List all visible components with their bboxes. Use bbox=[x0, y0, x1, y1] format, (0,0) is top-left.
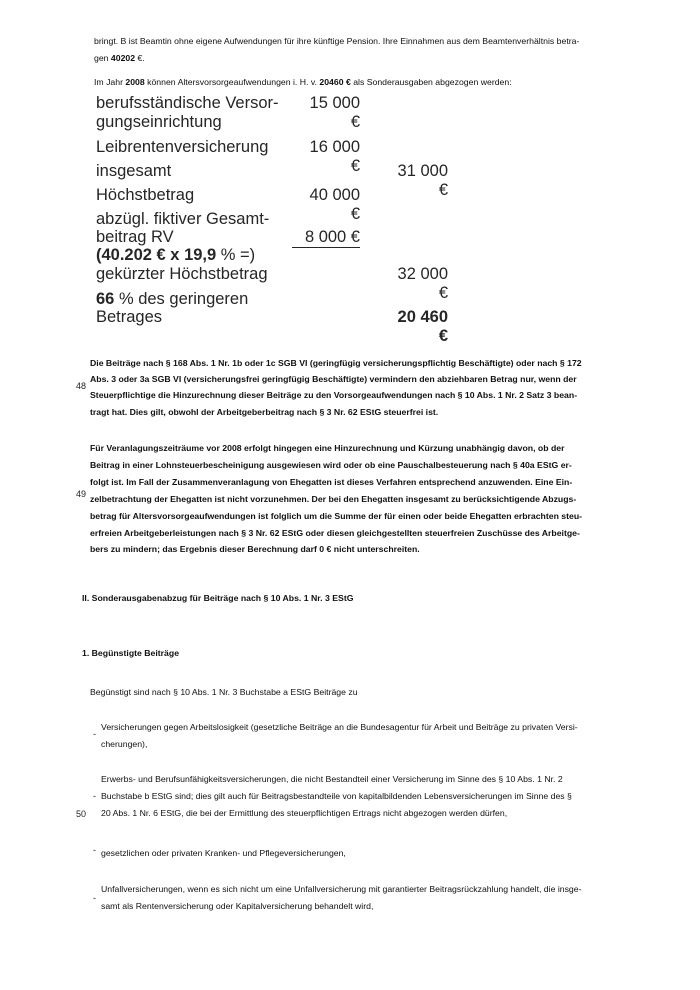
section-heading-ii: II. Sonderausgabenabzug für Beiträge nach § 10 Abs. 1 Nr. 3 EStG bbox=[82, 593, 354, 603]
calc-row1-label-a: berufsständische Versor- bbox=[96, 94, 279, 112]
calc-row5-label-b: beitrag RV bbox=[96, 228, 174, 246]
para48-line-4: tragt hat. Dies gilt, obwohl der Arbeitgeberbeitrag nach § 3 Nr. 62 EStG steuerfrei ist. bbox=[90, 406, 439, 417]
calc-row1-mid: 15 000 € bbox=[309, 94, 360, 131]
para49-line-3: folgt ist. Im Fall der Zusammenveranlagung von Ehegatten ist dieses Verfahren entsprechend anzuwenden. Eine Ein- bbox=[90, 476, 573, 487]
calc-row7-label-a bbox=[96, 290, 248, 309]
calc-row5-mid: 8 000 € bbox=[292, 228, 360, 248]
bullet-4-line-1: Unfallversicherungen, wenn es sich nicht um eine Unfallversicherung mit garantierter Beitragsrückzahlung handelt, die insge- bbox=[101, 884, 582, 894]
bullet-1 bbox=[101, 719, 621, 753]
calc-row2-mid: 16 000 € bbox=[309, 138, 360, 175]
bullet-2-line-3: 20 Abs. 1 Nr. 6 EStG, die bei der Ermittlung des steuerpflichtigen Ertrags nicht abgezogen werden dürfen, bbox=[101, 808, 508, 818]
calc-row7-right: 20 460 € bbox=[397, 308, 448, 345]
para49-line-1: Für Veranlagungszeiträume vor 2008 erfolgt hingegen eine Hinzurechnung und Kürzung unabhängig davon, ob der bbox=[90, 443, 565, 453]
income-amount: 40202 bbox=[110, 53, 136, 63]
calc-row3-label: insgesamt bbox=[96, 162, 172, 180]
intro-year-line bbox=[94, 74, 512, 90]
calc-row5-formula-rest: % =) bbox=[216, 246, 256, 264]
intro-line-2 bbox=[94, 50, 145, 66]
intro-year-mid: können Altersvorsorgeaufwendungen i. H. v. bbox=[144, 77, 320, 87]
bullet-3-line-1: gesetzlichen oder privaten Kranken- und Pflegeversicherungen, bbox=[101, 848, 346, 858]
intro-year: 2008 bbox=[125, 77, 145, 87]
calc-row6-right: 32 000 € bbox=[397, 265, 448, 302]
calc-row7-percent: 66 bbox=[96, 290, 115, 308]
para49-line-7: bers zu mindern; das Ergebnis dieser Berechnung darf 0 € nicht unterschreiten. bbox=[90, 544, 420, 555]
para49-line-4: zelbetrachtung der Ehegatten ist nicht vorzunehmen. Der bei den Ehegatten insgesamt zu berücksichtigende Abzugs- bbox=[90, 493, 577, 504]
calc-row5-label-a: abzügl. fiktiver Gesamt- bbox=[96, 210, 270, 228]
intro-line-2-post: €. bbox=[135, 53, 145, 63]
margin-number-50: 50 bbox=[76, 809, 87, 819]
bullet-4-line-2: samt als Rentenversicherung oder Kapitalversicherung behandelt wird, bbox=[101, 901, 374, 911]
intro-year-pre: Im Jahr bbox=[94, 77, 126, 87]
intro-year-amount: 20460 € bbox=[319, 77, 351, 87]
intro-year-post: als Sonderausgaben abgezogen werden: bbox=[350, 77, 512, 87]
calc-row5-label-c bbox=[96, 246, 255, 265]
section-heading-1: 1. Begünstigte Beiträge bbox=[82, 648, 180, 658]
bullet-1-line-2: cherungen), bbox=[101, 739, 148, 749]
bullet-dash-3: - bbox=[93, 845, 96, 855]
calc-row7-label-b: Betrages bbox=[96, 308, 163, 326]
bullet-2-line-1: Erwerbs- und Berufsunfähigkeitsversicherungen, die nicht Bestandteil einer Versicherung im Sinne des § 10 Abs. 1 Nr. 2 bbox=[101, 774, 563, 784]
intro-line-1: bringt. B ist Beamtin ohne eigene Aufwendungen für ihre künftige Pension. Ihre Einnahmen aus dem Beamtenverhältnis betra- bbox=[94, 36, 580, 46]
margin-number-48: 48 bbox=[76, 381, 87, 391]
para49-line-6: erfreien Arbeitgeberleistungen nach § 3 Nr. 62 EStG oder diesen gleichgestellten steuerfreien Zuschüsse des Arbeitge- bbox=[90, 527, 580, 538]
para49-line-2: Beitrag in einer Lohnsteuerbescheinigung ausgewiesen wird oder ob eine Pauschalbesteuerung nach § 40a EStG er- bbox=[90, 459, 572, 470]
calc-row4-mid: 40 000 € bbox=[309, 186, 360, 223]
calc-row7-label-rest: % des geringeren bbox=[114, 290, 249, 308]
calc-row4-label: Höchstbetrag bbox=[96, 186, 195, 204]
bullet-dash-4: - bbox=[93, 893, 96, 903]
paragraph-48 bbox=[90, 355, 630, 420]
calc-row6-label: gekürzter Höchstbetrag bbox=[96, 265, 268, 283]
bullet-1-line-1: Versicherungen gegen Arbeitslosigkeit (gesetzliche Beiträge an die Bundesagentur für Arbeit und Beiträge zu privaten Versi- bbox=[101, 722, 578, 732]
bullet-dash-1: - bbox=[93, 729, 96, 739]
bullet-2 bbox=[101, 771, 621, 822]
para48-line-2: Abs. 3 oder 3a SGB VI (versicherungsfrei geringfügig Beschäftigte) vermindern den abziehbaren Betrag nur, wenn der bbox=[90, 374, 577, 385]
calc-row5-formula: (40.202 € x 19,9 bbox=[96, 246, 217, 264]
calculation-table bbox=[96, 91, 456, 345]
para48-line-3: Steuerpflichtige die Hinzurechnung dieser Beiträge zu den Vorsorgeaufwendungen nach § 10 Abs. 1 Nr. 2 Satz 3 bean- bbox=[90, 390, 578, 401]
paragraph-49 bbox=[90, 440, 630, 558]
para48-line-1: Die Beiträge nach § 168 Abs. 1 Nr. 1b oder 1c SGB VI (geringfügig versicherungspflichtig Beschäftigte) oder nach § 172 bbox=[90, 358, 582, 368]
bullet-dash-2: - bbox=[93, 791, 96, 801]
bullet-2-line-2: Buchstabe b EStG sind; dies gilt auch für Beitragsbestandteile von kapitalbildenden Lebensversicherungen im Sinne des § bbox=[101, 791, 572, 801]
bullet-3 bbox=[101, 845, 621, 862]
lead-sentence: Begünstigt sind nach § 10 Abs. 1 Nr. 3 Buchstabe a EStG Beiträge zu bbox=[90, 687, 358, 697]
para49-line-5: betrag für Altersvorsorgeaufwendungen ist folglich um die Summe der für einen oder beide Ehegatten erbrachten steu- bbox=[90, 510, 583, 521]
bullet-4 bbox=[101, 881, 621, 915]
calc-row3-right: 31 000 € bbox=[397, 162, 448, 199]
calc-row1-label-b: gungseinrichtung bbox=[96, 113, 222, 131]
calc-row2-label: Leibrentenversicherung bbox=[96, 138, 269, 156]
intro-line-2-pre: gen bbox=[94, 53, 111, 63]
margin-number-49: 49 bbox=[76, 489, 87, 499]
